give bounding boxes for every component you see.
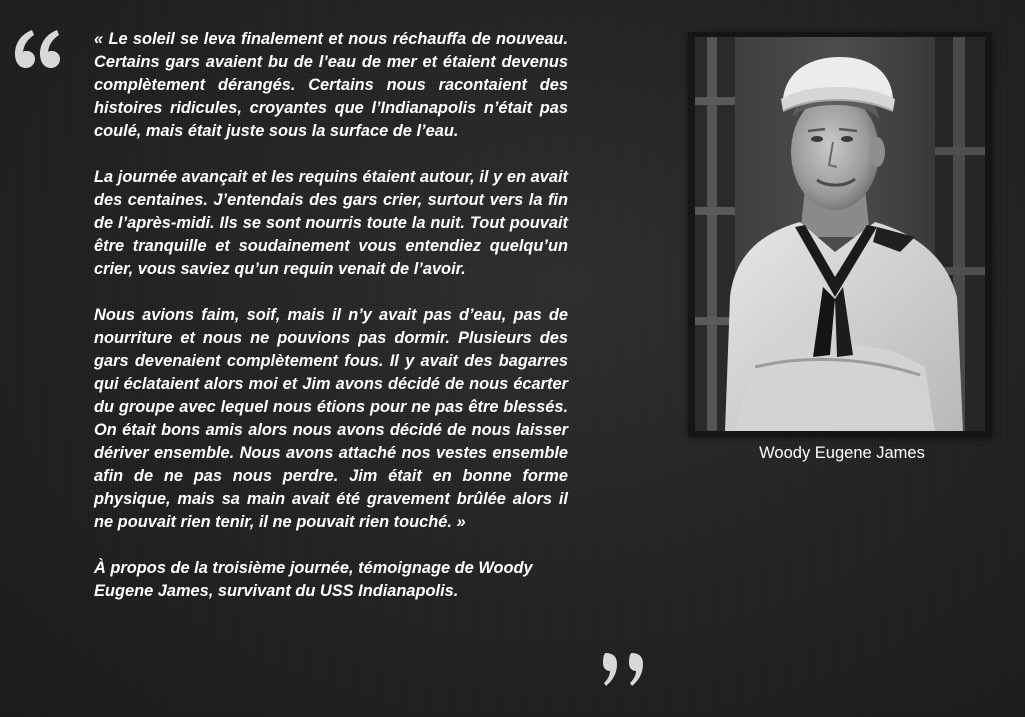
portrait-frame — [688, 32, 992, 436]
quote-paragraph-2: La journée avançait et les requins étaient autour, il y en avait des centaines. J’entendais des gars crier, surtout vers la fin de l’après-midi. Ils se sont nourris toute la nuit. Tout pouvait être tranquille et soudainement vous entendiez quelqu’un crier, vous saviez qu’un requin venait de l’avoir. — [94, 168, 568, 278]
open-quote-icon — [12, 26, 62, 72]
photo-caption: Woody Eugene James — [759, 444, 925, 462]
quote-paragraph-3: Nous avions faim, soif, mais il n’y avait pas d’eau, pas de nourriture et nous ne pouvions pas dormir. Plusieurs des gars devenaient complètement fous. Il y avait des bagarres qui éclataient alors moi et Jim avons décidé de nous écarter du groupe avec lequel nous étions pour ne pas être blessés. On était bons amis alors nous avons décidé de nous laisser dériver ensemble. Nous avons attaché nos vestes ensemble afin de ne pas nous perdre. Jim était en bonne forme physique, mais sa main avait été gravement brûlée alors il ne pouvait rien tenir, il ne pouvait rien touché. » — [94, 306, 568, 531]
quote-attribution: À propos de la troisième journée, témoignage de Woody Eugene James, survivant du USS Indianapolis. — [94, 559, 533, 600]
quote-paragraph-1: « Le soleil se leva finalement et nous réchauffa de nouveau. Certains gars avaient bu de l’eau de mer et étaient devenus complètement dérangés. Certains nous racontaient des histoires ridicules, croyantes que l’Indianapolis n’était pas coulé, mais était juste sous la surface de l’eau. — [94, 30, 568, 140]
sailor-portrait-photo — [695, 37, 985, 431]
testimony-quote — [94, 28, 568, 603]
close-quote-icon — [602, 650, 652, 690]
